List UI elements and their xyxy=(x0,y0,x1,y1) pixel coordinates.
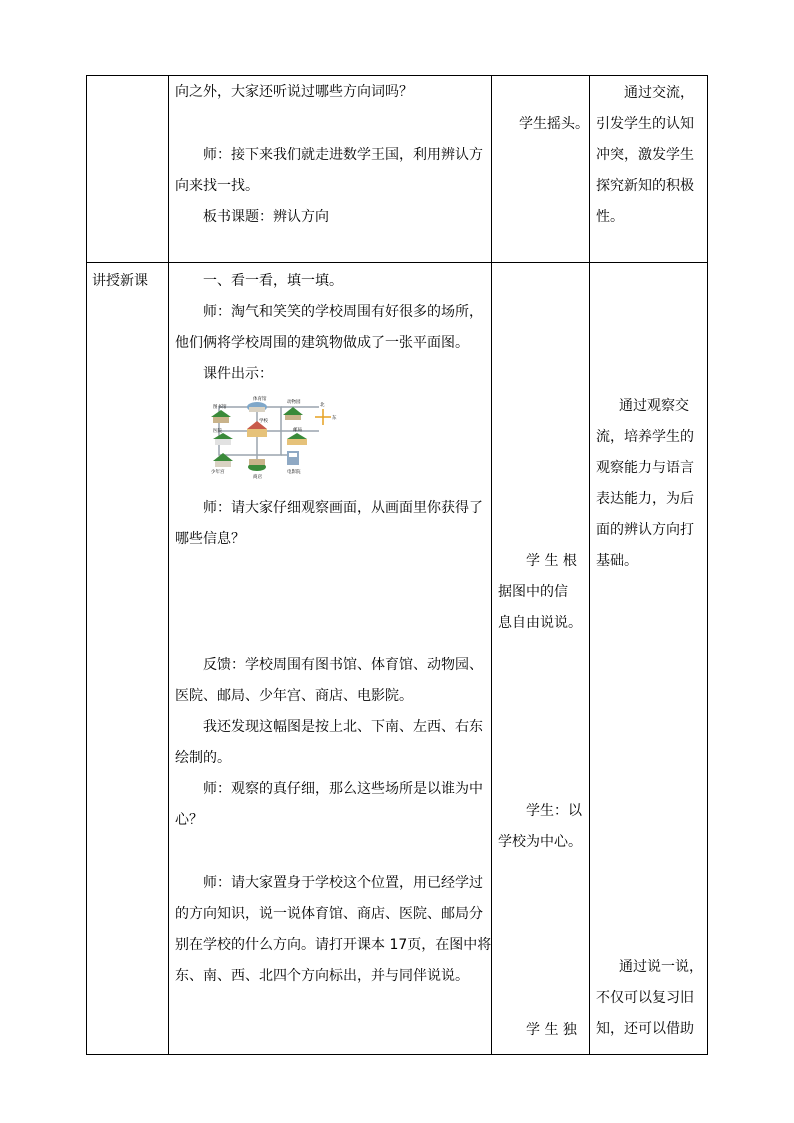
map-label: 商店 xyxy=(253,475,262,480)
intent-line: 表达能力，为后 xyxy=(596,491,694,507)
table-top-border xyxy=(86,75,708,76)
teacher-line: 东、南、西、北四个方向标出，并与同伴说说。 xyxy=(175,968,469,984)
col-divider-3 xyxy=(589,75,590,1055)
map-label: 图书馆 xyxy=(213,405,227,410)
intent-line: 通过说一说， xyxy=(619,959,703,975)
student-line: 据图中的信 xyxy=(498,584,568,600)
teacher-line: 师：观察的真仔细，那么这些场所是以谁为中 xyxy=(203,781,483,797)
student-line: 学 生 根 xyxy=(526,553,577,569)
map-label: 学校 xyxy=(259,419,268,424)
intent-line: 冲突，激发学生 xyxy=(596,147,694,163)
teacher-line: 课件出示： xyxy=(203,366,273,382)
table-left-border xyxy=(86,75,87,1055)
teacher-line: 向来找一找。 xyxy=(175,178,259,194)
student-line: 学校为中心。 xyxy=(498,834,582,850)
student-line: 息自由说说。 xyxy=(498,615,582,631)
map-label: 电影院 xyxy=(287,470,301,475)
intent-line: 流，培养学生的 xyxy=(596,429,694,445)
teacher-line: 反馈：学校周围有图书馆、体育馆、动物园、 xyxy=(203,657,483,673)
row-divider xyxy=(86,262,708,263)
map-label: 医院 xyxy=(213,429,222,434)
section-label: 讲授新课 xyxy=(92,273,148,289)
cinema-building xyxy=(287,451,299,465)
intent-line: 不仅可以复习旧 xyxy=(596,990,694,1006)
map-label: 少年宫 xyxy=(211,470,225,475)
teacher-line: 向之外，大家还听说过哪些方向词吗？ xyxy=(175,84,413,100)
intent-line: 知，还可以借助 xyxy=(596,1021,694,1037)
teacher-line: 他们俩将学校周围的建筑物做成了一张平面图。 xyxy=(175,335,469,351)
col-divider-2 xyxy=(491,75,492,1055)
intent-line: 面的辨认方向打 xyxy=(596,522,694,538)
zoo-building xyxy=(283,407,303,420)
teacher-line: 医院、邮局、少年宫、商店、电影院。 xyxy=(175,688,413,704)
compass-icon xyxy=(315,409,331,425)
library-building xyxy=(211,410,231,423)
teacher-line: 一、看一看，填一填。 xyxy=(203,273,343,289)
teacher-line: 绘制的。 xyxy=(175,750,231,766)
teacher-line: 我还发现这幅图是按上北、下南、左西、右东 xyxy=(203,719,483,735)
shop-building xyxy=(248,459,266,471)
teacher-line: 板书课题：辨认方向 xyxy=(203,209,329,225)
col-divider-1 xyxy=(168,75,169,1055)
map-label: 动物园 xyxy=(287,400,301,405)
student-line: 学生：以 xyxy=(526,803,582,819)
intent-line: 观察能力与语言 xyxy=(596,460,694,476)
intent-line: 通过观察交 xyxy=(619,398,689,414)
student-line: 学 生 独 xyxy=(526,1022,577,1038)
teacher-line: 别在学校的什么方向。请打开课本 17页，在图中将 xyxy=(175,937,492,953)
teacher-line: 心？ xyxy=(175,812,203,828)
map-label: 邮局 xyxy=(293,428,302,433)
teacher-line: 师：请大家置身于学校这个位置，用已经学过 xyxy=(203,875,483,891)
teacher-line: 哪些信息？ xyxy=(175,531,245,547)
compass-north-label: 北 xyxy=(320,403,325,408)
intent-line: 基础。 xyxy=(596,553,638,569)
teacher-line: 师：接下来我们就走进数学王国，利用辨认方 xyxy=(203,147,483,163)
table-bottom-border xyxy=(86,1054,708,1055)
hospital-building xyxy=(213,433,233,445)
intent-line: 引发学生的认知 xyxy=(596,116,694,132)
teacher-line: 师：淘气和笑笑的学校周围有好很多的场所， xyxy=(203,304,483,320)
compass-east-label: 东 xyxy=(332,416,337,421)
school-map-figure xyxy=(201,395,341,485)
teacher-line: 师：请大家仔细观察画面，从画面里你获得了 xyxy=(203,500,483,516)
intent-line: 通过交流， xyxy=(624,85,694,101)
intent-line: 性。 xyxy=(596,209,624,225)
student-response: 学生摇头。 xyxy=(519,116,589,132)
post-building xyxy=(287,433,307,445)
teacher-line: 的方向知识，说一说体育馆、商店、医院、邮局分 xyxy=(175,906,483,922)
gym-building xyxy=(247,402,267,412)
map-label: 体育馆 xyxy=(253,397,267,402)
intent-line: 探究新知的积极 xyxy=(596,178,694,194)
table-right-border xyxy=(707,75,708,1055)
